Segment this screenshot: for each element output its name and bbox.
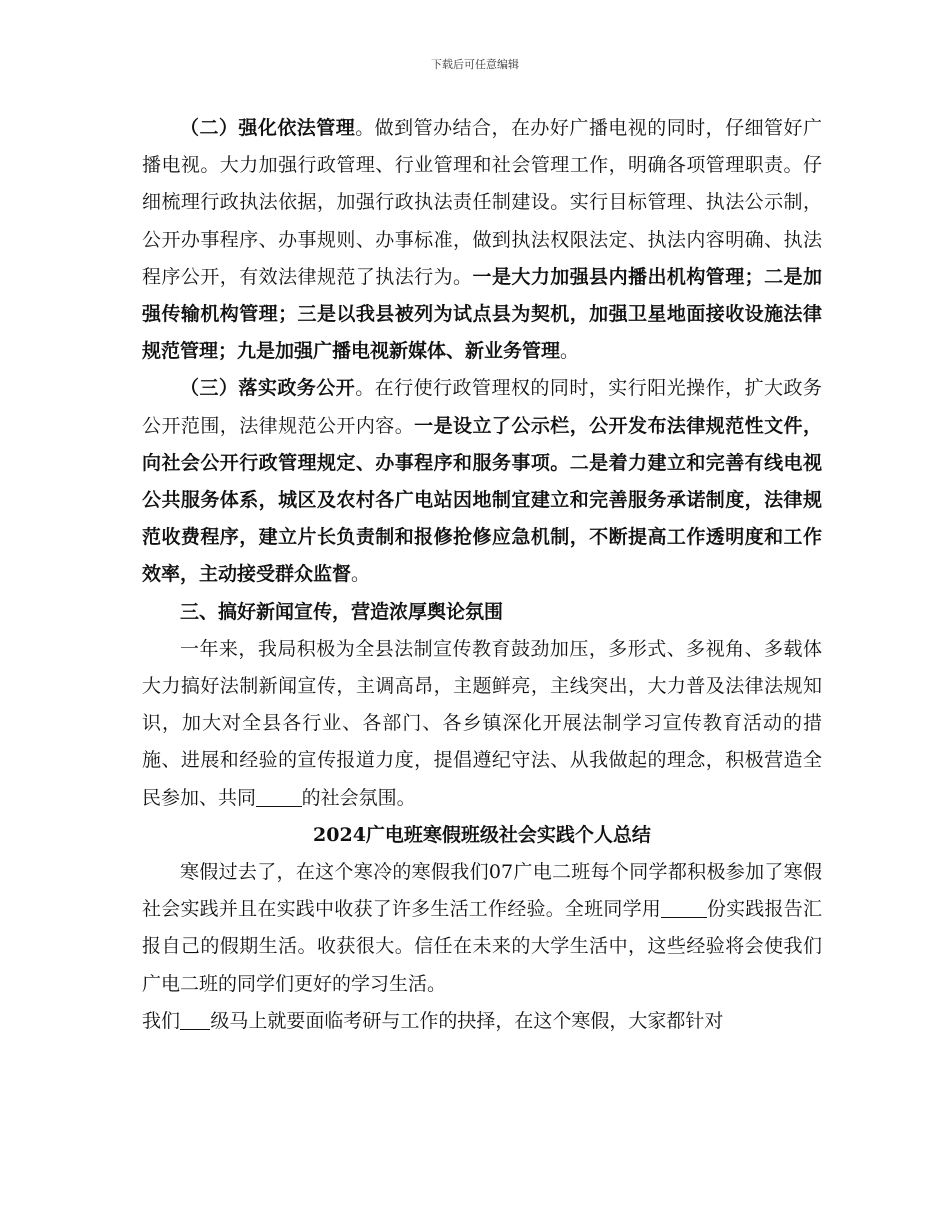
section-2-body: 。做到管办结合，在办好广播电视的同时，仔细管好广播电视。大力加强行政管理、行业管理和社会管理工作，明确各项管理职责。仔细梳理行政执法依据，加强行政执法责任制建设。实行目标管理、执法公示制，公开办事程序、办事规则、办事标准，做到执法权限法定、执法内容明确、执法程序公开，有效法律规范了执法行为。 <box>142 117 822 288</box>
section-2-paragraph <box>142 110 822 370</box>
section-2-heading: （二）强化依法管理 <box>180 117 356 139</box>
section-3-heading: （三）落实政务公开 <box>180 377 356 400</box>
part-3-body-end: 的社会氛围。 <box>301 786 416 809</box>
section-3-body: 。在行使行政管理权的同时，实行阳光操作，扩大政务公开范围，法律规范公开内容。 <box>142 377 822 437</box>
summary-title: 2024广电班寒假班级社会实践个人总结 <box>313 823 651 846</box>
document-body <box>142 110 822 1040</box>
fill-blank <box>180 1010 210 1030</box>
summary-p2-end: 级马上就要面临考研与工作的抉择，在这个寒假，大家都针对 <box>210 1009 724 1032</box>
part-3-paragraph <box>142 631 822 817</box>
fill-blank <box>661 898 707 918</box>
page-header <box>0 56 950 72</box>
section-3-end: 。 <box>351 563 371 586</box>
part-3-heading: 三、搞好新闻宣传，营造浓厚舆论氛围 <box>180 600 504 623</box>
fill-blank <box>256 787 302 807</box>
section-3-paragraph <box>142 370 822 593</box>
summary-p1-end: 份实践报告汇报自己的假期生活。收获很大。信任在未来的大学生活中，这些经验将会使我们广电二班的同学们更好的学习生活。 <box>142 898 822 995</box>
summary-p1-start: 寒假过去了，在这个寒冷的寒假我们07广电二班每个同学都积极参加了寒假社会实践并且在实践中收获了许多生活工作经验。全班同学用 <box>142 861 822 921</box>
part-3-body-start: 一年来，我局积极为全县法制宣传教育鼓劲加压，多形式、多视角、多载体大力搞好法制新闻宣传，主调高昂，主题鲜亮，主线突出，大力普及法律法规知识，加大对全县各行业、各部门、各乡镇深化开展法制学习宣传教育活动的措施、进展和经验的宣传报道力度，提倡遵纪守法、从我做起的理念，积极营造全民参加、共同 <box>142 637 822 809</box>
summary-p2-start: 我们 <box>142 1009 181 1032</box>
section-2-end: 。 <box>560 340 580 363</box>
summary-paragraph-2 <box>142 1003 822 1040</box>
section-3-bold-list: 一是设立了公示栏，公开发布法律规范性文件，向社会公开行政管理规定、办事程序和服务事项。二是着力建立和完善有线电视公共服务体系，城区及农村各广电站因地制宜建立和完善服务承诺制度，法律规范收费程序，建立片长负责制和报修抢修应急机制，不断提高工作透明度和工作效率，主动接受群众监督 <box>142 414 822 586</box>
header-text: 下载后可任意编辑 <box>431 58 519 71</box>
section-2-bold-list: 一是大力加强县内播出机构管理；二是加强传输机构管理；三是以我县被列为试点县为契机，加强卫星地面接收设施法律规范管理；九是加强广播电视新媒体、新业务管理 <box>142 265 822 363</box>
summary-paragraph-1 <box>142 854 822 1003</box>
